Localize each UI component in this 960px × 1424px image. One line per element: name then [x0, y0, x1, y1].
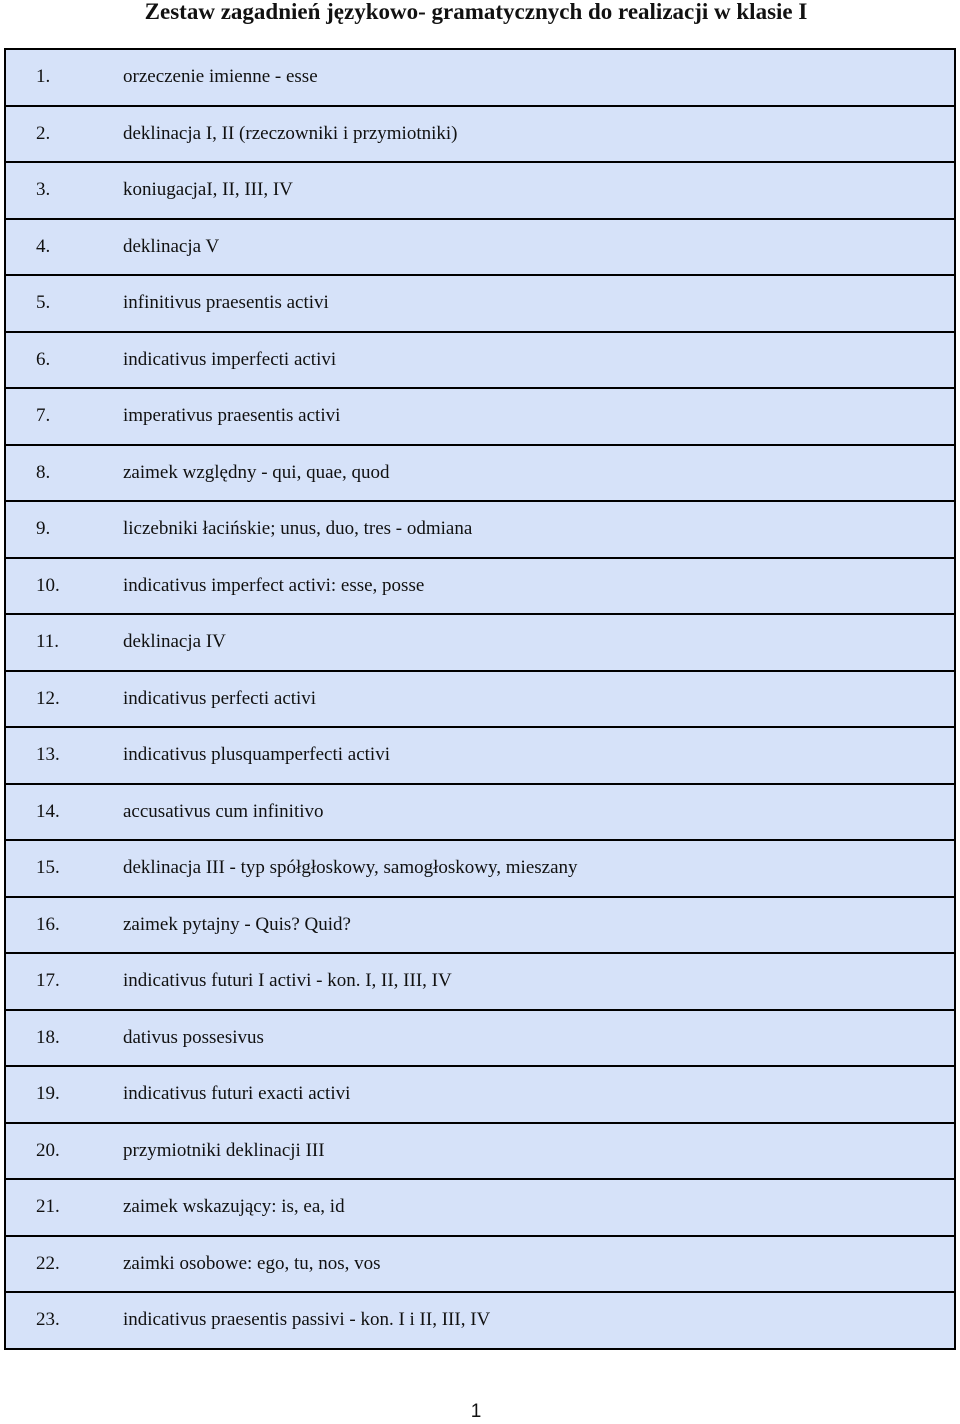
- topic-table: [4, 48, 956, 1350]
- topic-number: 20.: [36, 1139, 60, 1161]
- topic-row: [6, 1067, 954, 1124]
- topic-number: 4.: [36, 235, 51, 257]
- topic-text: indicativus futuri exacti activi: [123, 1083, 351, 1105]
- topic-row: [6, 728, 954, 785]
- topic-row: [6, 276, 954, 333]
- topic-text: deklinacja I, II (rzeczowniki i przymiotniki): [123, 122, 458, 144]
- topic-text: zaimki osobowe: ego, tu, nos, vos: [123, 1252, 381, 1274]
- topic-text: infinitivus praesentis activi: [123, 292, 329, 314]
- topic-number: 16.: [36, 913, 60, 935]
- topic-number: 19.: [36, 1083, 60, 1105]
- topic-text: deklinacja III - typ spółgłoskowy, samogłoskowy, mieszany: [123, 857, 578, 879]
- topic-row: [6, 389, 954, 446]
- topic-row: [6, 615, 954, 672]
- topic-text: zaimek pytajny - Quis? Quid?: [123, 913, 351, 935]
- topic-row: [6, 1237, 954, 1294]
- page-number: 1: [470, 1401, 482, 1422]
- topic-text: imperativus praesentis activi: [123, 405, 341, 427]
- topic-number: 14.: [36, 800, 60, 822]
- topic-number: 2.: [36, 122, 51, 144]
- topic-row: [6, 50, 954, 107]
- topic-text: indicativus imperfecti activi: [123, 348, 337, 370]
- document-title: Zestaw zagadnień językowo- gramatycznych do realizacji w klasie I: [144, 0, 808, 24]
- topic-row: [6, 1011, 954, 1068]
- topic-text: deklinacja IV: [123, 631, 226, 653]
- topic-text: koniugacjaI, II, III, IV: [123, 179, 293, 201]
- topic-text: orzeczenie imienne - esse: [123, 66, 318, 88]
- topic-number: 9.: [36, 518, 51, 540]
- topic-row: [6, 672, 954, 729]
- topic-number: 17.: [36, 970, 60, 992]
- topic-text: indicativus futuri I activi - kon. I, II, III, IV: [123, 970, 452, 992]
- topic-number: 8.: [36, 461, 51, 483]
- topic-number: 15.: [36, 857, 60, 879]
- topic-number: 18.: [36, 1026, 60, 1048]
- topic-row: [6, 1293, 954, 1350]
- topic-row: [6, 841, 954, 898]
- topic-text: indicativus plusquamperfecti activi: [123, 744, 390, 766]
- topic-text: indicativus imperfect activi: esse, posse: [123, 574, 425, 596]
- topic-number: 21.: [36, 1196, 60, 1218]
- topic-text: deklinacja V: [123, 235, 220, 257]
- topic-row: [6, 898, 954, 955]
- topic-text: zaimek wskazujący: is, ea, id: [123, 1196, 345, 1218]
- topic-text: dativus possesivus: [123, 1026, 264, 1048]
- topic-row: [6, 107, 954, 164]
- topic-text: liczebniki łacińskie; unus, duo, tres - odmiana: [123, 518, 473, 540]
- topic-text: przymiotniki deklinacji III: [123, 1139, 325, 1161]
- topic-row: [6, 333, 954, 390]
- topic-number: 10.: [36, 574, 60, 596]
- topic-number: 13.: [36, 744, 60, 766]
- topic-text: indicativus praesentis passivi - kon. I i II, III, IV: [123, 1309, 491, 1331]
- topic-number: 6.: [36, 348, 51, 370]
- topic-number: 12.: [36, 687, 60, 709]
- topic-row: [6, 163, 954, 220]
- topic-number: 7.: [36, 405, 51, 427]
- topic-row: [6, 954, 954, 1011]
- topic-text: zaimek względny - qui, quae, quod: [123, 461, 390, 483]
- topic-number: 22.: [36, 1252, 60, 1274]
- topic-number: 11.: [36, 631, 60, 653]
- topic-number: 3.: [36, 179, 51, 201]
- topic-row: [6, 446, 954, 503]
- topic-text: indicativus perfecti activi: [123, 687, 317, 709]
- topic-row: [6, 220, 954, 277]
- topic-row: [6, 502, 954, 559]
- topic-row: [6, 559, 954, 616]
- topic-number: 5.: [36, 292, 51, 314]
- topic-number: 23.: [36, 1309, 60, 1331]
- topic-row: [6, 1180, 954, 1237]
- topic-row: [6, 785, 954, 842]
- topic-number: 1.: [36, 66, 51, 88]
- topic-row: [6, 1124, 954, 1181]
- topic-text: accusativus cum infinitivo: [123, 800, 324, 822]
